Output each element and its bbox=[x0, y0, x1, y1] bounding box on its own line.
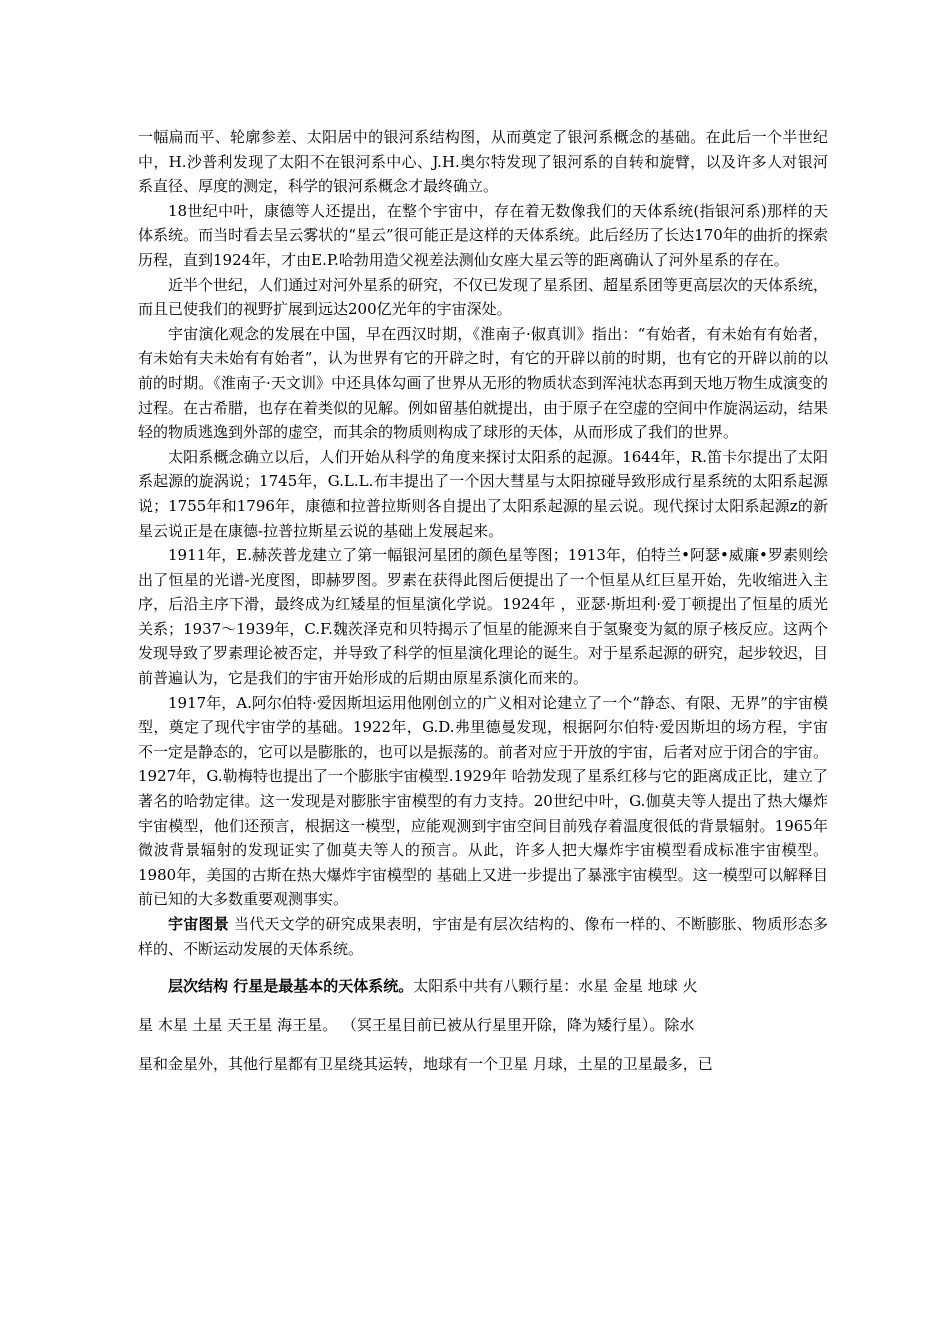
paragraph-extragalactic: 近半个世纪，人们通过对河外星系的研究，不仅已发现了星系团、超星系团等更高层次的天体系统，而且已使我们的视野扩展到远达200亿光年的宇宙深处。 bbox=[138, 275, 829, 319]
paragraph-galaxy-structure: 一幅扁而平、轮廓参差、太阳居中的银河系结构图，从而奠定了银河系概念的基础。在此后一个半世纪中，H.沙普利发现了太阳不在银河系中心、J.H.奥尔特发现了银河系的自转和旋臂，以及许多人对银河系直径、厚度的测定，科学的银河系概念才最终确立。 bbox=[138, 128, 828, 196]
paragraph-cosmic-evolution-china: 宇宙演化观念的发展在中国，早在西汉时期，《淮南子·俶真训》指出：“有始者，有未始有有始者，有未始有夫未始有有始者”，认为世界有它的开辟之时，有它的开辟以前的时期，也有它的开辟以前的以前的时期。《淮南子·天文训》中还具体勾画了世界从无形的物质状态到浑沌状态再到天地万物生成演变的过程。在古希腊，也存在着类似的见解。例如留基伯就提出，由于原子在空虚的空间中作旋涡运动，结果轻的物质逃逸到外部的虚空，而其余的物质则构成了球形的天体，从而形成了我们的世界。 bbox=[138, 324, 829, 442]
hierarchy-bold-text: 行星是最基本的天体系统。 bbox=[228, 977, 414, 996]
paragraph-solar-system-origin: 太阳系概念确立以后，人们开始从科学的角度来探讨太阳系的起源。1644年，R.笛卡尔提出了太阳系起源的旋涡说；1745年，G.L.L.布丰提出了一个因大彗星与太阳掠碰导致形成行星系统的太阳系起源说；1755年和1796年，康德和拉普拉斯则各自提出了太阳系起源的星云说。现代探讨太阳系起源z的新星云说正是在康德-拉普拉斯星云说的基础上发展起来。 bbox=[138, 447, 828, 540]
paragraph-hierarchy bbox=[138, 967, 828, 1006]
panorama-heading: 宇宙图景 bbox=[168, 915, 229, 933]
paragraph-stellar-evolution: 1911年，E.赫茨普龙建立了第一幅银河星团的颜色星等图；1913年，伯特兰•阿瑟•威廉•罗素则绘出了恒星的光谱-光度图，即赫罗图。罗素在获得此图后便提出了一个恒星从红巨星开始，先收缩进入主序，后沿主序下滑，最终成为红矮星的恒星演化学说。1924年 ，亚瑟·斯坦利·爱丁顿提出了恒星的质光关系；1937～1939年，C.F.魏茨泽克和贝特揭示了恒星的能源来自于氢聚变为氦的原子核反应。这两个发现导致了罗素理论被否定，并导致了科学的恒星演化理论的诞生。对于星系起源的研究，起步较迟，目前普遍认为，它是我们的宇宙开始形成的后期由原星系演化而来的。 bbox=[138, 546, 829, 688]
paragraph-universe-panorama bbox=[138, 912, 828, 961]
hierarchy-text: 太阳系中共有八颗行星：水星 金星 地球 火 bbox=[413, 977, 698, 996]
paragraph-hierarchy-line3: 星和金星外，其他行星都有卫星绕其运转，地球有一个卫星 月球，土星的卫星最多，已 bbox=[138, 1055, 713, 1074]
hierarchy-heading: 层次结构 bbox=[168, 977, 229, 996]
panorama-text: 当代天文学的研究成果表明，宇宙是有层次结构的、像布一样的、不断膨胀、物质形态多样的、不断运动发展的天体系统。 bbox=[138, 915, 828, 958]
paragraph-hierarchy-line2: 星 木星 土星 天王星 海王星。 （冥王星目前已被从行星里开除，降为矮行星）。除水 bbox=[138, 1016, 695, 1035]
document-body bbox=[138, 125, 828, 1084]
paragraph-kant-nebula: 18世纪中叶，康德等人还提出，在整个宇宙中，存在着无数像我们的天体系统(指银河系)那样的天体系统。而当时看去呈云雾状的“星云”很可能正是这样的天体系统。此后经历了长达170年的曲折的探索历程，直到1924年，才由E.P.哈勃用造父视差法测仙女座大星云等的距离确认了河外星系的存在。 bbox=[138, 201, 828, 269]
paragraph-cosmology-models: 1917年，A.阿尔伯特·爱因斯坦运用他刚创立的广义相对论建立了一个“静态、有限、无界”的宇宙模型，奠定了现代宇宙学的基础。1922年，G.D.弗里德曼发现，根据阿尔伯特·爱因斯坦的场方程，宇宙不一定是静态的，它可以是膨胀的，也可以是振荡的。前者对应于开放的宇宙，后者对应于闭合的宇宙。1927年，G.勒梅特也提出了一个膨胀宇宙模型.1929年 哈勃发现了星系红移与它的距离成正比，建立了著名的哈勃定律。这一发现是对膨胀宇宙模型的有力支持。20世纪中叶，G.伽莫夫等人提出了热大爆炸宇宙模型，他们还预言，根据这一模型，应能观测到宇宙空间目前残存着温度很低的背景辐射。1965年微波背景辐射的发现证实了伽莫夫等人的预言。从此，许多人把大爆炸宇宙模型看成标准宇宙模型。1980年，美国的古斯在热大爆炸宇宙模型的 基础上又进一步提出了暴涨宇宙模型。这一模型可以解释目前已知的大多数重要观测事实。 bbox=[138, 693, 829, 909]
